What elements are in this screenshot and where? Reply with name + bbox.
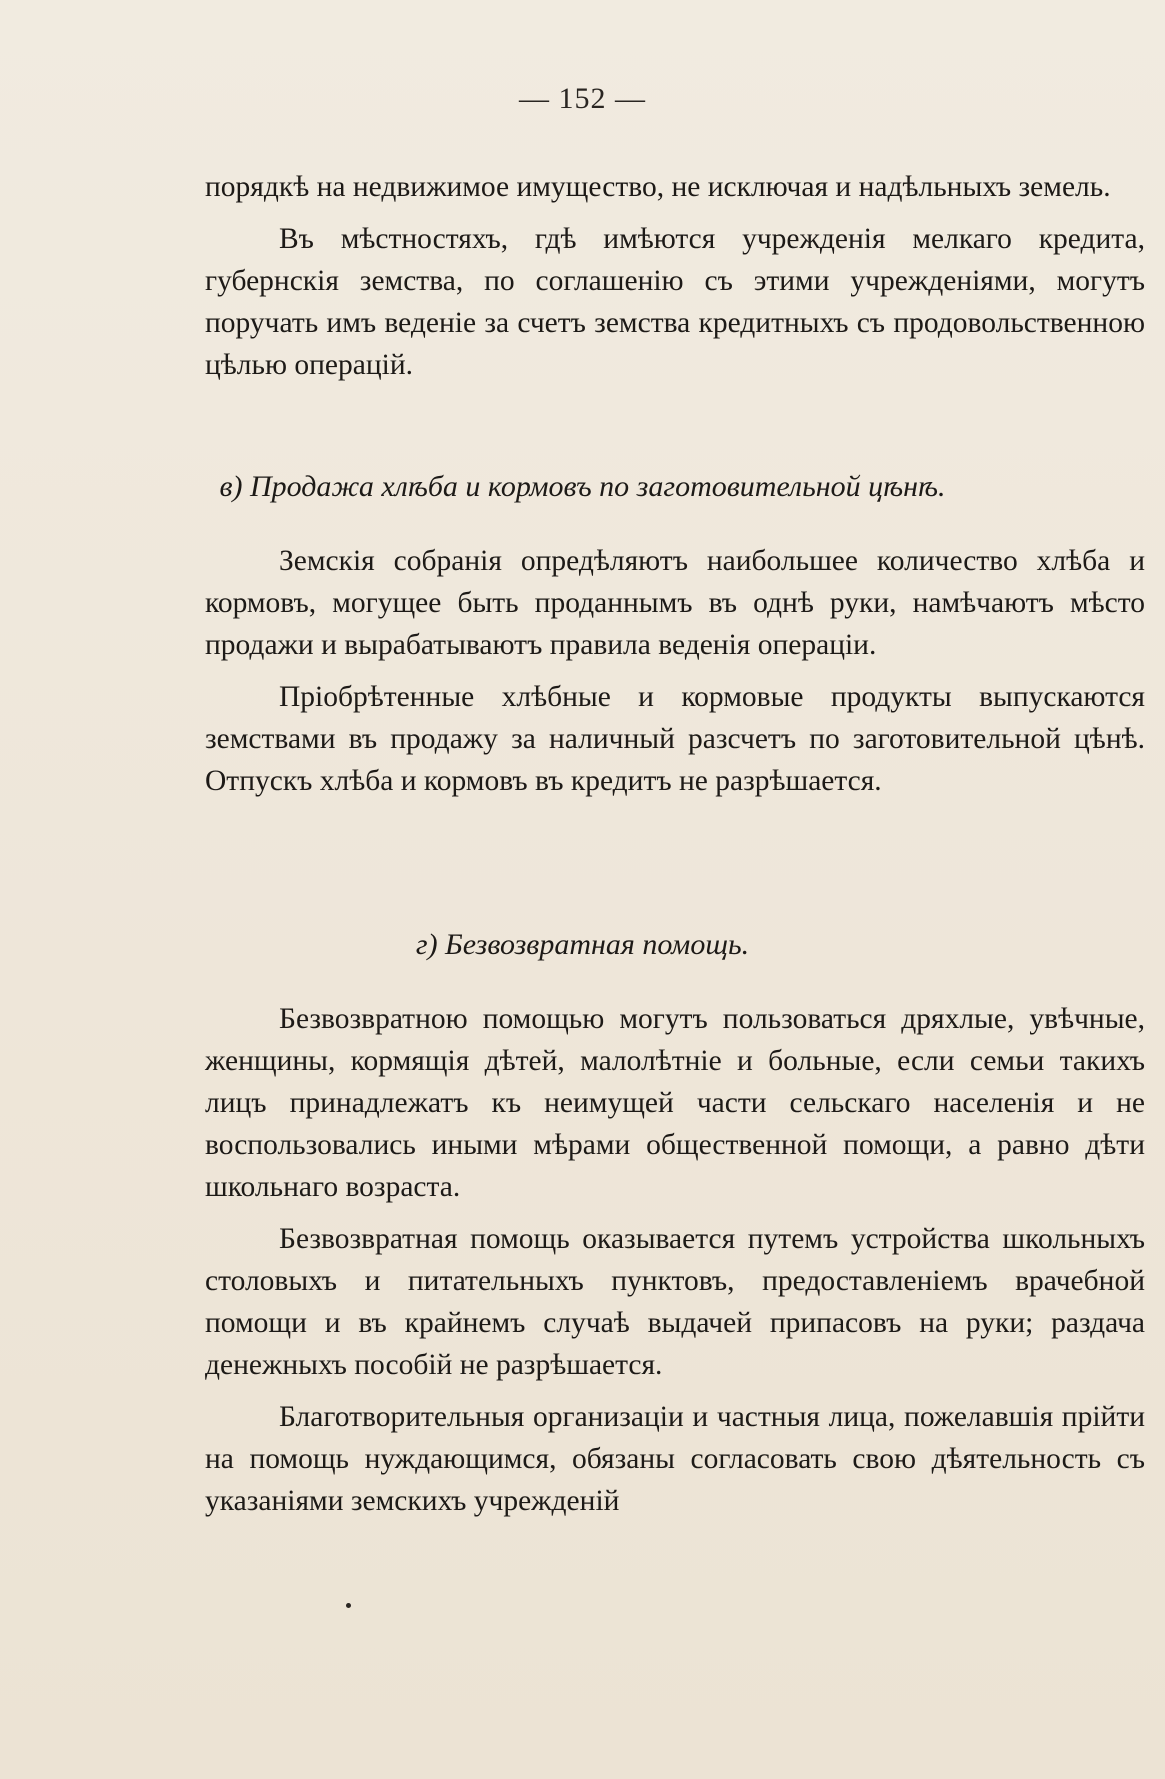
body-text-top <box>205 166 1145 386</box>
paragraph-charitable-organizations: Благотворительныя организаціи и частныя лица, пожелавшія прійти на помощь нуждающимся, обязаны согласовать свою дѣятельность съ указаніями земскихъ учрежденій <box>205 1401 1145 1517</box>
paragraph-forms-of-aid: Безвозвратная помощь оказывается путемъ устройства школьныхъ столовыхъ и питательныхъ пунктовъ, предоставленіемъ врачебной помощи и въ крайнемъ случаѣ выдачей припасовъ на руки; раздача денежныхъ пособій не разрѣшается. <box>205 1223 1145 1381</box>
ink-dot <box>346 1603 351 1608</box>
page-number: — 152 — <box>519 82 646 115</box>
body-text-bottom <box>205 998 1145 1522</box>
paragraph-purchased-products: Пріобрѣтенные хлѣбные и кормовые продукты выпускаются земствами въ продажу за наличный разсчетъ по заготовительной цѣнѣ. Отпускъ хлѣба и кормовъ въ кредитъ не разрѣшается. <box>205 681 1145 797</box>
paragraph-credit-institutions: Въ мѣстностяхъ, гдѣ имѣются учрежденія мелкаго кредита, губернскія земства, по соглашенію съ этими учрежденіями, могутъ поручать имъ веденіе за счетъ земства кредитныхъ съ продовольственною цѣлью операцій. <box>205 223 1145 381</box>
paragraph-eligible-recipients: Безвозвратною помощью могутъ пользоваться дряхлые, увѣчные, женщины, кормящія дѣтей, малолѣтніе и больные, если семьи такихъ лицъ принадлежатъ къ неимущей части сельскаго населенія и не воспользовались иными мѣрами общественной помощи, а равно дѣти школьнаго возраста. <box>205 1003 1145 1203</box>
section-heading-sale: в) Продажа хлѣба и кормовъ по заготовительной цѣнѣ. <box>219 470 946 503</box>
section-heading-free-aid: г) Безвозвратная помощь. <box>415 928 750 961</box>
body-text-middle <box>205 540 1145 802</box>
paragraph-continuation: порядкѣ на недвижимое имущество, не исключая и надѣльныхъ земель. <box>205 171 1111 203</box>
paragraph-zemstvo-assemblies: Земскія собранія опредѣляютъ наибольшее количество хлѣба и кормовъ, могущее быть проданнымъ въ однѣ руки, намѣчаютъ мѣсто продажи и вырабатываютъ правила веденія операціи. <box>205 545 1145 661</box>
